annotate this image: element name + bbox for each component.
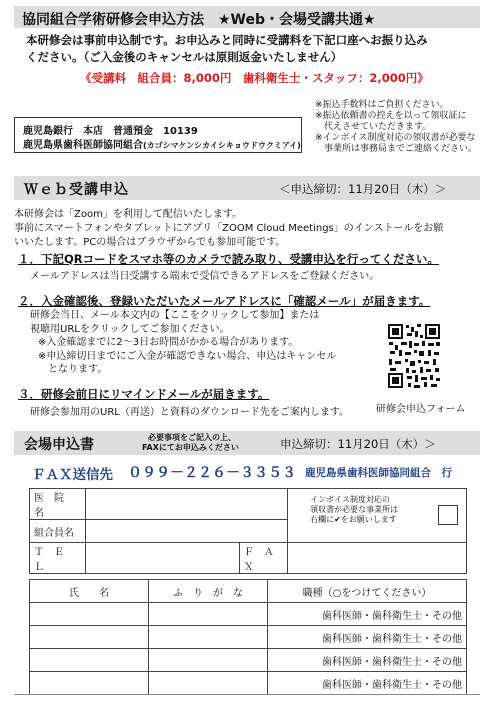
col-kana: ふ り が な — [149, 580, 268, 603]
note-4: ※インボイス制度対応の領収書が必要な — [315, 133, 476, 143]
step3-title: ３．研修会前日にリマインドメールが届きます。 — [18, 387, 270, 401]
participant-kana-field[interactable] — [149, 626, 268, 649]
step2-line-2: 視聴用URLをクリックしてご参加ください。 — [30, 323, 230, 335]
job-options[interactable]: 歯科医師・歯科衛生士・その他 — [268, 672, 467, 695]
bank-line-2 — [23, 136, 301, 151]
qr-code-image[interactable] — [387, 323, 441, 389]
clinic-label: 医 院 名 — [30, 489, 86, 520]
qr-label: 研修会申込フォーム — [376, 404, 466, 415]
participant-kana-field[interactable] — [149, 603, 268, 626]
step2-body — [30, 309, 336, 377]
applicant-form — [29, 488, 467, 574]
web-para-1: 本研修会は「Zoom」を利用して配信いたします。 — [14, 209, 243, 220]
invoice-note-1: インボイス制度対応の — [310, 495, 391, 504]
page-title: 協同組合学術研修会申込方法 ★Web・会場受講共通★ — [22, 12, 376, 28]
step1-title: １．下記QRコードをスマホ等のカメラで読み取り、受講申込を行ってください。 — [18, 252, 439, 266]
fax-number[interactable]: ０９９－２２６－３３５３ — [128, 465, 296, 481]
bank-account-kana: (カゴシマケンシカイシキョウドウクミアイ) — [143, 141, 301, 150]
intro-line-2: ください。（ご入金後のキャンセルは原則返金いたしません） — [26, 50, 343, 64]
note-2: ※振込依頼書の控えを以って領収証に — [315, 111, 467, 121]
fax-field-label: Ｆ Ａ Ｘ — [239, 543, 287, 574]
bank-account-name: 鹿児島県歯科医師協同組合 — [23, 140, 143, 151]
invoice-note-2: 領収書が必要な事業所は — [310, 505, 399, 514]
participant-name-field[interactable] — [30, 649, 149, 672]
tel-label: Ｔ Ｅ Ｌ — [30, 543, 86, 574]
venue-note — [142, 433, 239, 453]
venue-title: 会場申込書 — [24, 437, 94, 453]
step2-line-4: ※申込締切日までにご入金が確認できない場合、申込はキャンセル — [38, 350, 337, 362]
note-3: 代えさせていただきます。 — [315, 122, 432, 132]
tel-field[interactable] — [86, 543, 240, 574]
step1-text: メールアドレスは当日受講する端末で受信できるアドレスをご登録ください。 — [30, 271, 380, 282]
bank-account-box — [14, 117, 302, 153]
col-name: 氏 名 — [30, 580, 149, 603]
participant-kana-field[interactable] — [149, 649, 268, 672]
intro-line-1: 本研修会は事前申込制です。お申込みと同時に受講料を下記口座へお振り込み — [26, 33, 428, 47]
section-header-venue — [14, 431, 480, 455]
venue-note-1: 必要事項をご記入の上、 — [148, 433, 236, 442]
step2-line-5: となります。 — [38, 364, 108, 375]
participant-name-field[interactable] — [30, 626, 149, 649]
invoice-note — [310, 495, 398, 525]
step3-text: 研修会参加用のURL（再送）と資料のダウンロード先をご案内します。 — [30, 407, 350, 418]
invoice-checkbox[interactable] — [438, 505, 458, 525]
participant-name-field[interactable] — [30, 603, 149, 626]
job-options[interactable]: 歯科医師・歯科衛生士・その他 — [268, 626, 467, 649]
clinic-field[interactable] — [86, 489, 288, 520]
fax-label: ＦＡＸ送信先 — [32, 467, 113, 483]
member-field[interactable] — [86, 520, 288, 543]
step2-title: ２．入金確認後、登録いただいたメールアドレスに「確認メール」が届きます。 — [18, 294, 431, 308]
fax-field[interactable] — [288, 543, 467, 574]
web-para-2: 事前にスマートフォンやタブレットにアプリ「ZOOM Cloud Meetings」のインストールをお願 — [14, 223, 444, 234]
participant-kana-field[interactable] — [149, 672, 268, 695]
job-options[interactable]: 歯科医師・歯科衛生士・その他 — [268, 603, 467, 626]
web-deadline: ＜申込締切：11月20日（木）＞ — [279, 182, 447, 196]
step2-line-3: ※入金確認までに2～3日お時間がかかる場合があります。 — [38, 337, 299, 348]
section-header-web — [14, 176, 480, 200]
bottom-divider — [14, 694, 480, 695]
venue-note-2: FAXにてお申込みください — [142, 443, 239, 452]
fax-recipient: 鹿児島県歯科医師協同組合 行 — [305, 467, 452, 479]
participant-name-field[interactable] — [30, 672, 149, 695]
job-options[interactable]: 歯科医師・歯科衛生士・その他 — [268, 649, 467, 672]
venue-deadline: 申込締切：11月20日（木）＞ — [280, 437, 436, 451]
invoice-note-3: 右欄に✔をお願いします — [310, 515, 397, 524]
web-para-3: いいたします。PCの場合はブラウザからでも参加可能です。 — [14, 237, 286, 248]
invoice-cell — [288, 489, 467, 543]
note-5: 事業所は事務局までご連絡ください。 — [315, 144, 478, 154]
participants-table — [29, 579, 467, 695]
step2-line-1: 研修会当日、メール本文内の【ここをクリックして参加】または — [30, 310, 320, 321]
fee-line: 《受講料 組合員：8,000円 歯科衛生士・スタッフ：2,000円》 — [80, 71, 429, 85]
section-header-method — [14, 6, 480, 28]
payment-notes — [315, 100, 477, 155]
col-job: 職種（○をつけてください） — [268, 580, 467, 603]
note-1: ※振込手数料はご負担ください。 — [315, 100, 449, 110]
member-label: 組合員名 — [30, 520, 86, 543]
web-title: Ｗｅｂ受講申込 — [24, 182, 129, 198]
bank-line-1: 鹿児島銀行 本店 普通預金 10139 — [23, 126, 198, 137]
